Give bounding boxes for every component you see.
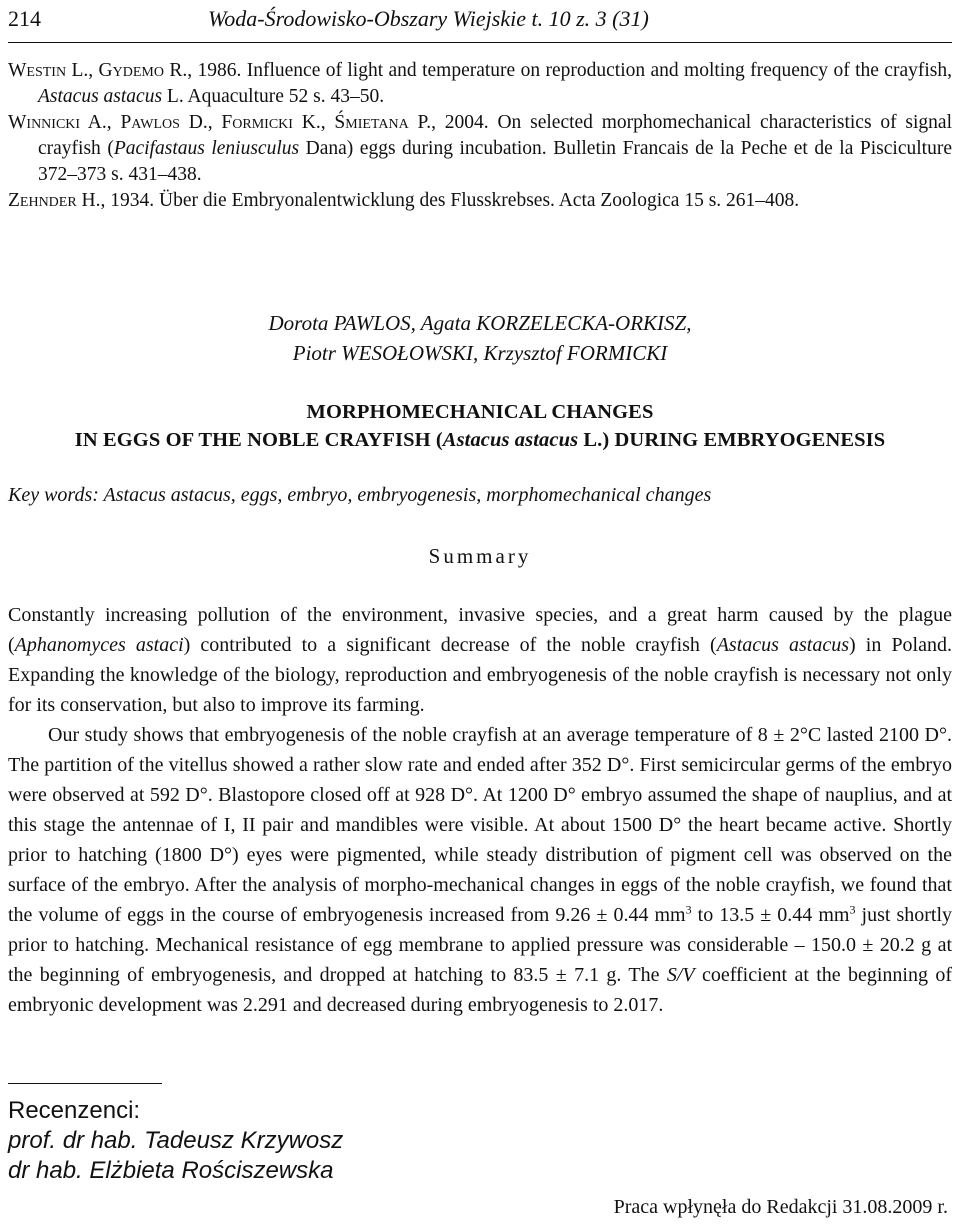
reference-item [8, 188, 952, 214]
reference-italic: Astacus astacus [38, 86, 163, 107]
reviewer-name: prof. dr hab. Tadeusz Krzywosz [8, 1127, 344, 1154]
summary-italic: Astacus astacus [716, 634, 850, 656]
footnote-rule [8, 1083, 162, 1084]
title-species: Astacus astacus [442, 429, 579, 451]
reference-authors: Zehnder H., 1934. [8, 190, 155, 211]
summary-text: to 13.5 ± 0.44 mm [691, 904, 850, 926]
references-list [8, 58, 952, 214]
article-authors [0, 308, 960, 368]
summary-text: just shortly prior to hatching. Mechanical resistance of egg membrane to applied pressure was considerable – 150.0 ± 20.2 g at the beginning of embryogenesis, and dropped at hatching to 83.5 ± 7.1 g. The [8, 904, 953, 986]
summary-paragraph [8, 600, 952, 720]
summary-paragraph [8, 720, 952, 1020]
summary-italic: Aphanomyces astaci [14, 634, 184, 656]
reference-item [8, 58, 952, 110]
reference-text: Dana) eggs during incubation. Bulletin Francais de la Peche et de la Pisciculture 372–373 s. 431–438. [38, 138, 952, 185]
title-line: MORPHOMECHANICAL CHANGES [306, 401, 654, 423]
reference-text: Über die Embryonalentwicklung des Flusskrebses. Acta Zoologica 15 s. 261–408. [154, 190, 800, 211]
summary-text: ) in Poland. Expanding the knowledge of the biology, reproduction and embryogenesis of the noble crayfish is necessary not only for its conservation, but also to improve its farming. [8, 634, 952, 716]
reference-italic: Pacifastaus leniusculus [113, 138, 300, 159]
article-title [0, 398, 960, 454]
reference-authors: Winnicki A., Pawlos D., Formicki K., Śmietana P., 2004. [8, 112, 489, 133]
page-header [8, 6, 956, 38]
summary-text: Constantly increasing pollution of the environment, invasive species, and a great harm caused by the plague ( [8, 604, 952, 656]
reviewer-name: dr hab. Elżbieta Rościszewska [8, 1157, 334, 1184]
title-line [0, 426, 960, 454]
authors-line: Piotr WESOŁOWSKI, Krzysztof FORMICKI [292, 341, 668, 365]
summary-text: ) contributed to a significant decrease of the noble crayfish ( [183, 634, 717, 656]
superscript: 3 [685, 902, 692, 917]
keywords: Key words: Astacus astacus, eggs, embryo, embryogenesis, morphomechanical changes [8, 484, 712, 506]
authors-line: Dorota PAWLOS, Agata KORZELECKA-ORKISZ, [268, 311, 692, 335]
received-date: Praca wpłynęła do Redakcji 31.08.2009 r. [613, 1196, 948, 1218]
reference-text: Influence of light and temperature on reproduction and molting frequency of the crayfish, [241, 60, 952, 81]
page-number: 214 [8, 6, 41, 31]
summary-heading: Summary [428, 544, 532, 568]
summary-text: coefficient at the beginning of embryonic development was 2.291 and decreased during embryogenesis to 2.017. [8, 964, 952, 1016]
reference-item [8, 110, 952, 188]
summary-text: Our study shows that embryogenesis of the noble crayfish at an average temperature of 8 ± 2°C lasted 2100 D°. The partition of the vitellus showed a rather slow rate and ended after 352 D°. First semicircular germs of the embryo were observed at 592 D°. Blastopore closed off at 928 D°. At 1200 D° embryo assumed the shape of nauplius, and at this stage the antennae of I, II pair and mandibles were visible. At about 1500 D° the heart became active. Shortly prior to hatching (1800 D°) eyes were pigmented, while steady distribution of pigment cell was observed on the surface of the embryo. After the analysis of morpho-mechanical changes in eggs of the noble crayfish, we found that the volume of eggs in the course of embryogenesis increased from 9.26 ± 0.44 mm [8, 724, 952, 926]
summary-body [8, 600, 952, 1020]
summary-italic: S/V [666, 964, 695, 986]
reference-text: L. Aquaculture 52 s. 43–50. [162, 86, 385, 107]
title-text: L.) DURING EMBRYOGENESIS [578, 429, 886, 451]
reviewers-block [8, 1096, 343, 1186]
header-rule [8, 42, 952, 43]
reference-text: On selected morphomechanical characteristics of signal crayfish ( [38, 112, 952, 159]
title-text: IN EGGS OF THE NOBLE CRAYFISH ( [74, 429, 443, 451]
reviewers-heading: Recenzenci: [8, 1097, 141, 1124]
superscript: 3 [849, 902, 856, 917]
reference-authors: Westin L., Gydemo R., 1986. [8, 60, 242, 81]
journal-title: Woda-Środowisko-Obszary Wiejskie t. 10 z. 3 (31) [208, 6, 649, 31]
